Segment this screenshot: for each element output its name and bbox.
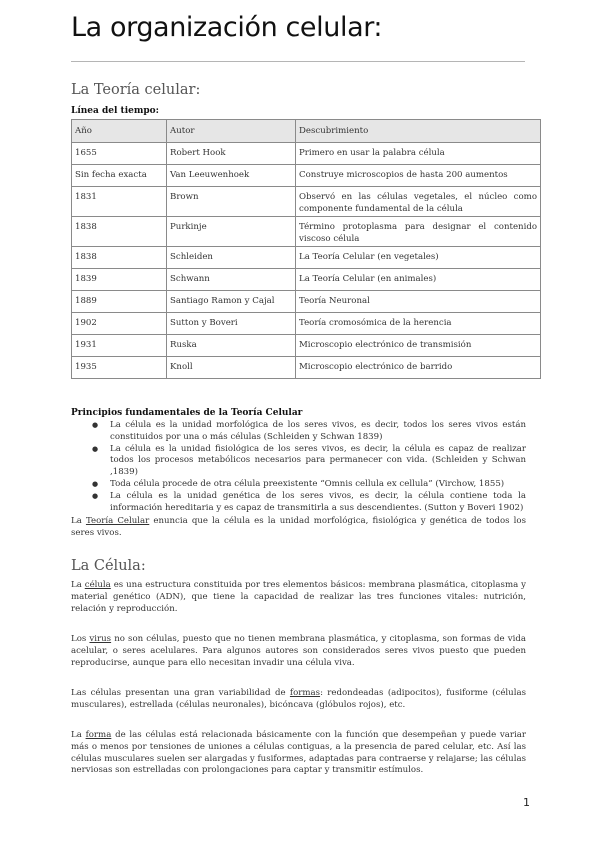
cell-author: Van Leeuwenhoek <box>167 165 296 187</box>
cell-author: Brown <box>167 187 296 217</box>
header-author: Autor <box>167 120 296 143</box>
virus-link[interactable]: virus <box>89 634 112 644</box>
cell-year: 1831 <box>72 187 167 217</box>
list-item: ● La célula es la unidad morfológica de los seres vivos, es decir, todos los seres vivos están constituidos por una o más células (Schleiden y Schwan 1839) <box>110 420 526 444</box>
table-row <box>72 187 541 217</box>
cell-discovery: Teoría cromosómica de la herencia <box>296 313 541 335</box>
header-year: Año <box>72 120 167 143</box>
cell-year: 1931 <box>72 335 167 357</box>
teoria-summary: La Teoría Celular enuncia que la célula es la unidad morfológica, fisiológica y genética de todos los seres vivos. <box>71 516 526 538</box>
paragraph: La forma de las células está relacionada básicamente con la función que desempeñan y puede variar más o menos por tensiones de uniones a células contiguas, a la presencia de pared celular, etc. Así las células musculares suelen ser alargadas y fusiformes, adaptadas para contraerse y relajarse; las células nerviosas son estrelladas con prolongaciones para captar y transmitir estímulos. <box>71 730 526 776</box>
cell-year: 1902 <box>72 313 167 335</box>
cell-discovery: La Teoría Celular (en animales) <box>296 269 541 291</box>
table-row <box>72 247 541 269</box>
cell-year: 1655 <box>72 143 167 165</box>
page-number: 1 <box>523 796 530 809</box>
teoria-celular-link[interactable]: Teoría Celular <box>85 516 150 526</box>
page-title: La organización celular: <box>71 12 383 43</box>
cell-author: Purkinje <box>167 217 296 247</box>
cell-author: Schwann <box>167 269 296 291</box>
cell-year: 1838 <box>72 247 167 269</box>
cell-author: Sutton y Boveri <box>167 313 296 335</box>
title-divider <box>71 61 525 62</box>
table-row <box>72 165 541 187</box>
cell-year: 1838 <box>72 217 167 247</box>
timeline-label: Línea del tiempo: <box>71 106 159 116</box>
cell-author: Santiago Ramon y Cajal <box>167 291 296 313</box>
cell-author: Ruska <box>167 335 296 357</box>
table-row <box>72 313 541 335</box>
cell-year: 1839 <box>72 269 167 291</box>
cell-year: 1889 <box>72 291 167 313</box>
cell-discovery: Primero en usar la palabra célula <box>296 143 541 165</box>
table-row <box>72 143 541 165</box>
cell-discovery: Construye microscopios de hasta 200 aumentos <box>296 165 541 187</box>
cell-author: Robert Hook <box>167 143 296 165</box>
cell-year: Sin fecha exacta <box>72 165 167 187</box>
list-item: ● La célula es la unidad fisiológica de los seres vivos, es decir, la célula es capaz de realizar todos los procesos metabólicos necesarios para permanecer con vida. (Schleiden y Schwan ,1839) <box>110 444 526 479</box>
cell-author: Knoll <box>167 357 296 379</box>
list-item: ● La célula es la unidad genética de los seres vivos, es decir, la célula contiene toda la información hereditaria y es capaz de transmitirla a sus descendientes. (Sutton y Boveri 1902) <box>110 491 526 515</box>
table-row <box>72 357 541 379</box>
cell-discovery: Observó en las células vegetales, el núcleo como componente fundamental de la célula <box>296 187 541 217</box>
timeline-table <box>71 119 541 379</box>
paragraph: Los virus no son células, puesto que no tienen membrana plasmática, y citoplasma, son formas de vida acelular, o seres acelulares. Para algunos autores son considerados seres vivos puesto que pueden reproducirse, aunque para ello necesitan invadir una célula viva. <box>71 634 526 668</box>
paragraph: Las células presentan una gran variabilidad de formas: redondeadas (adipocitos), fusiforme (células musculares), estrellada (células neuronales), bicóncava (glóbulos rojos), etc. <box>71 688 526 710</box>
cell-year: 1935 <box>72 357 167 379</box>
paragraph: La célula es una estructura constituida por tres elementos básicos: membrana plasmática, citoplasma y material genético (ADN), que tiene la capacidad de realizar las tres funciones vitales: nutrición, relación y reproducción. <box>71 580 526 614</box>
cell-discovery: Teoría Neuronal <box>296 291 541 313</box>
principles-label: Principios fundamentales de la Teoría Celular <box>71 408 303 418</box>
cell-author: Schleiden <box>167 247 296 269</box>
cell-discovery: La Teoría Celular (en vegetales) <box>296 247 541 269</box>
forma-link[interactable]: forma <box>85 730 112 740</box>
cell-discovery: Término protoplasma para designar el contenido viscoso célula <box>296 217 541 247</box>
table-row <box>72 217 541 247</box>
celula-link[interactable]: célula <box>84 580 111 590</box>
section-heading-teoria: La Teoría celular: <box>71 82 201 98</box>
table-header-row <box>72 120 541 143</box>
header-discovery: Descubrimiento <box>296 120 541 143</box>
table-row <box>72 335 541 357</box>
section-heading-celula: La Célula: <box>71 558 146 574</box>
table-row <box>72 291 541 313</box>
principles-list <box>71 420 526 514</box>
list-item: ● Toda célula procede de otra célula preexistente “Omnis cellula ex cellula” (Virchow, 1855) <box>110 479 526 491</box>
table-row <box>72 269 541 291</box>
formas-link[interactable]: formas <box>289 688 321 698</box>
cell-discovery: Microscopio electrónico de barrido <box>296 357 541 379</box>
cell-discovery: Microscopio electrónico de transmisión <box>296 335 541 357</box>
